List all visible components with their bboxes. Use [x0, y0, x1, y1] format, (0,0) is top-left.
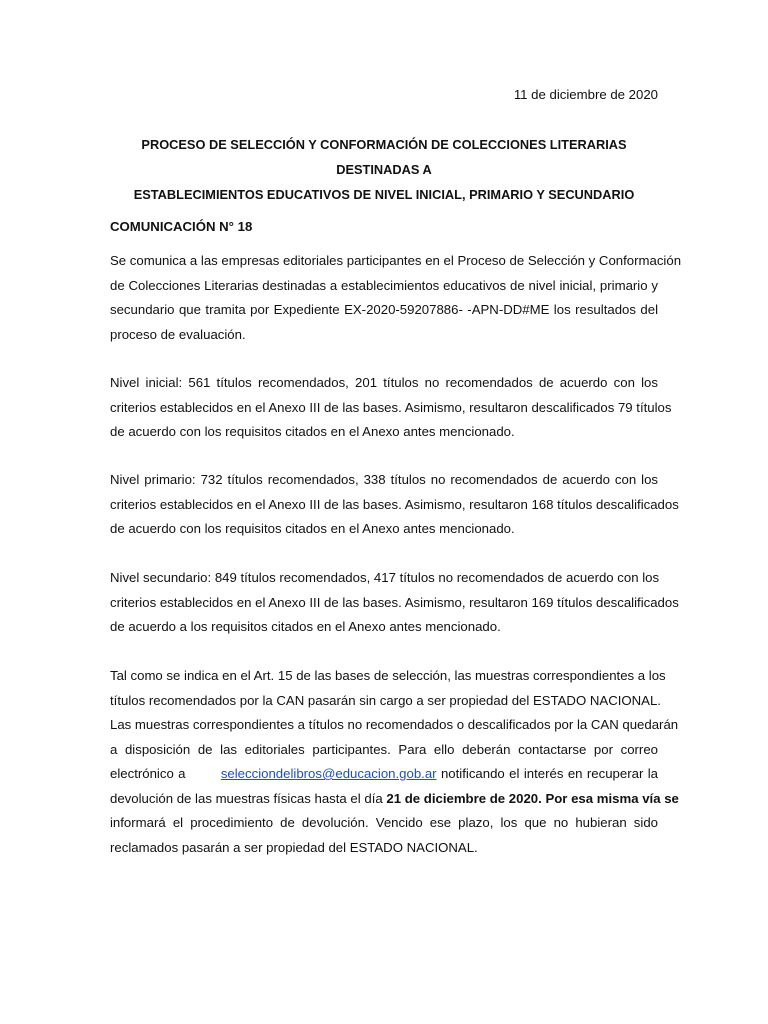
- final-paragraph: [110, 664, 679, 860]
- intro-paragraph: [110, 249, 682, 347]
- final-line-deadline: [110, 787, 679, 812]
- deadline-date: 21 de diciembre de 2020.: [386, 790, 542, 806]
- nivel-secundario-line: Nivel secundario: 849 títulos recomendados, 417 títulos no recomendados de acuerdo con los: [110, 570, 660, 585]
- intro-line: de Colecciones Literarias destinadas a establecimientos educativos de nivel inicial, primario y: [110, 277, 658, 293]
- email-link[interactable]: selecciondelibros@educacion.gob.ar: [220, 766, 437, 781]
- deadline-prefix-text: devolución de las muestras físicas hasta el día: [110, 790, 383, 806]
- intro-line: Se comunica a las empresas editoriales participantes en el Proceso de Selección y Conformación: [110, 253, 682, 268]
- intro-line: proceso de evaluación.: [110, 326, 246, 342]
- final-line: a disposición de las editoriales participantes. Para ello deberán contactarse por correo: [110, 741, 658, 757]
- nivel-primario-line: Nivel primario: 732 títulos recomendados, 338 títulos no recomendados de acuerdo con los: [110, 472, 658, 487]
- nivel-primario-paragraph: [110, 468, 679, 542]
- nivel-secundario-line: criterios establecidos en el Anexo III de las bases. Asimismo, resultaron 169 títulos descalificados: [110, 594, 679, 610]
- nivel-secundario-line: de acuerdo a los requisitos citados en el Anexo antes mencionado.: [110, 619, 501, 634]
- final-line: Las muestras correspondientes a títulos no recomendados o descalificados por la CAN quedarán: [110, 717, 679, 732]
- nivel-secundario-paragraph: [110, 566, 679, 640]
- final-line: informará el procedimiento de devolución. Vencido ese plazo, los que no hubieran sido: [110, 815, 658, 830]
- nivel-inicial-line: criterios establecidos en el Anexo III de las bases. Asimismo, resultaron descalificados 79 títulos: [110, 399, 672, 415]
- document-date: 11 de diciembre de 2020: [513, 87, 658, 102]
- nivel-inicial-line: de acuerdo con los requisitos citados en el Anexo antes mencionado.: [110, 424, 515, 439]
- email-suffix-text: notificando el interés en recuperar la: [440, 766, 659, 781]
- nivel-primario-line: de acuerdo con los requisitos citados en el Anexo antes mencionado.: [110, 521, 515, 536]
- title-line-2: ESTABLECIMIENTOS EDUCATIVOS DE NIVEL INICIAL, PRIMARIO Y SECUNDARIO: [133, 187, 635, 202]
- final-line: títulos recomendados por la CAN pasarán sin cargo a ser propiedad del ESTADO NACIONAL.: [110, 692, 661, 708]
- nivel-inicial-paragraph: [110, 371, 672, 445]
- nivel-primario-line: criterios establecidos en el Anexo III de las bases. Asimismo, resultaron 168 títulos descalificados: [110, 496, 679, 512]
- intro-line: secundario que tramita por Expediente EX-2020-59207886- -APN-DD#ME los resultados del: [110, 302, 658, 317]
- nivel-inicial-line: Nivel inicial: 561 títulos recomendados, 201 títulos no recomendados de acuerdo con los: [110, 375, 658, 390]
- final-line: Tal como se indica en el Art. 15 de las bases de selección, las muestras correspondientes a los: [110, 668, 666, 683]
- final-line: reclamados pasarán a ser propiedad del ESTADO NACIONAL.: [110, 839, 478, 855]
- final-line-email: [110, 762, 658, 787]
- communication-number: COMUNICACIÓN N° 18: [110, 219, 253, 234]
- document-title: [100, 132, 668, 207]
- deadline-suffix-text: Por esa misma vía se: [545, 790, 679, 806]
- email-prefix-text: electrónico a: [110, 766, 186, 781]
- title-line-1: PROCESO DE SELECCIÓN Y CONFORMACIÓN DE COLECCIONES LITERARIAS DESTINADAS A: [141, 137, 627, 177]
